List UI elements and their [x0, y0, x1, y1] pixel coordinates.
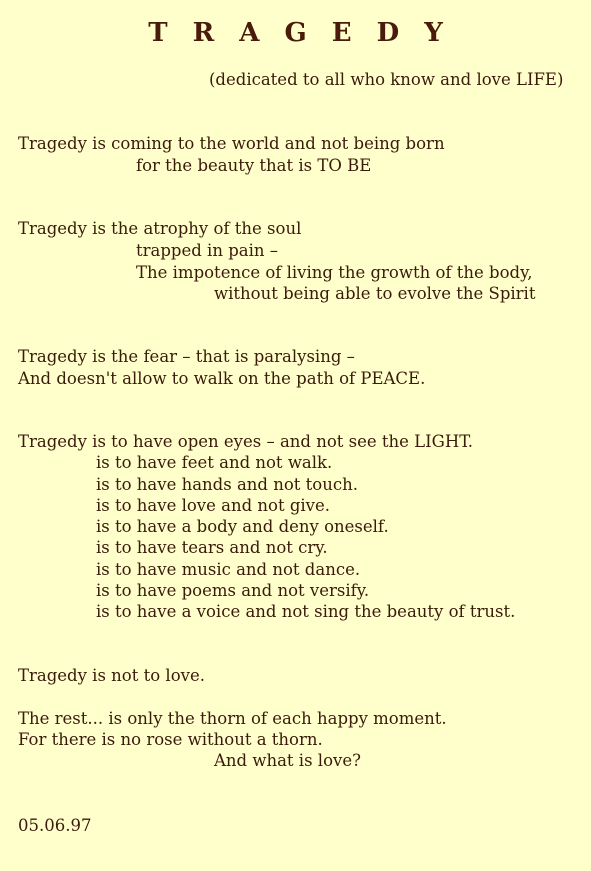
stanza4-line6: is to have tears and not cry. — [96, 538, 328, 557]
stanza2-line2: trapped in pain – — [136, 241, 278, 260]
stanza4-line1: Tragedy is to have open eyes – and not see the LIGHT. — [18, 432, 474, 451]
stanza2-line4: without being able to evolve the Spirit — [214, 284, 536, 303]
poem-dedication: (dedicated to all who know and love LIFE) — [209, 70, 564, 89]
stanza4-line7: is to have music and not dance. — [96, 560, 361, 579]
stanza2-line3: The impotence of living the growth of the body, — [136, 263, 533, 282]
stanza1-line2: for the beauty that is TO BE — [136, 156, 372, 175]
stanza4-line3: is to have hands and not touch. — [96, 475, 358, 494]
stanza4-line4: is to have love and not give. — [96, 496, 331, 515]
stanza3-line2: And doesn't allow to walk on the path of PEACE. — [18, 369, 426, 388]
stanza1-line1: Tragedy is coming to the world and not being born — [18, 134, 445, 153]
stanza4-line8: is to have poems and not versify. — [96, 581, 370, 600]
poem-title: T R A G E D Y — [148, 18, 451, 48]
stanza4-line2: is to have feet and not walk. — [96, 453, 333, 472]
stanza2-line1: Tragedy is the atrophy of the soul — [18, 219, 302, 238]
poem-date: 05.06.97 — [18, 816, 92, 835]
stanza3-line1: Tragedy is the fear – that is paralysing – — [18, 347, 355, 366]
stanza6-line3: And what is love? — [214, 751, 361, 770]
stanza4-line9: is to have a voice and not sing the beauty of trust. — [96, 602, 516, 621]
stanza6-line1: The rest... is only the thorn of each happy moment. — [18, 709, 447, 728]
stanza6-line2: For there is no rose without a thorn. — [18, 730, 323, 749]
stanza5-line1: Tragedy is not to love. — [18, 666, 205, 685]
stanza4-line5: is to have a body and deny oneself. — [96, 517, 389, 536]
